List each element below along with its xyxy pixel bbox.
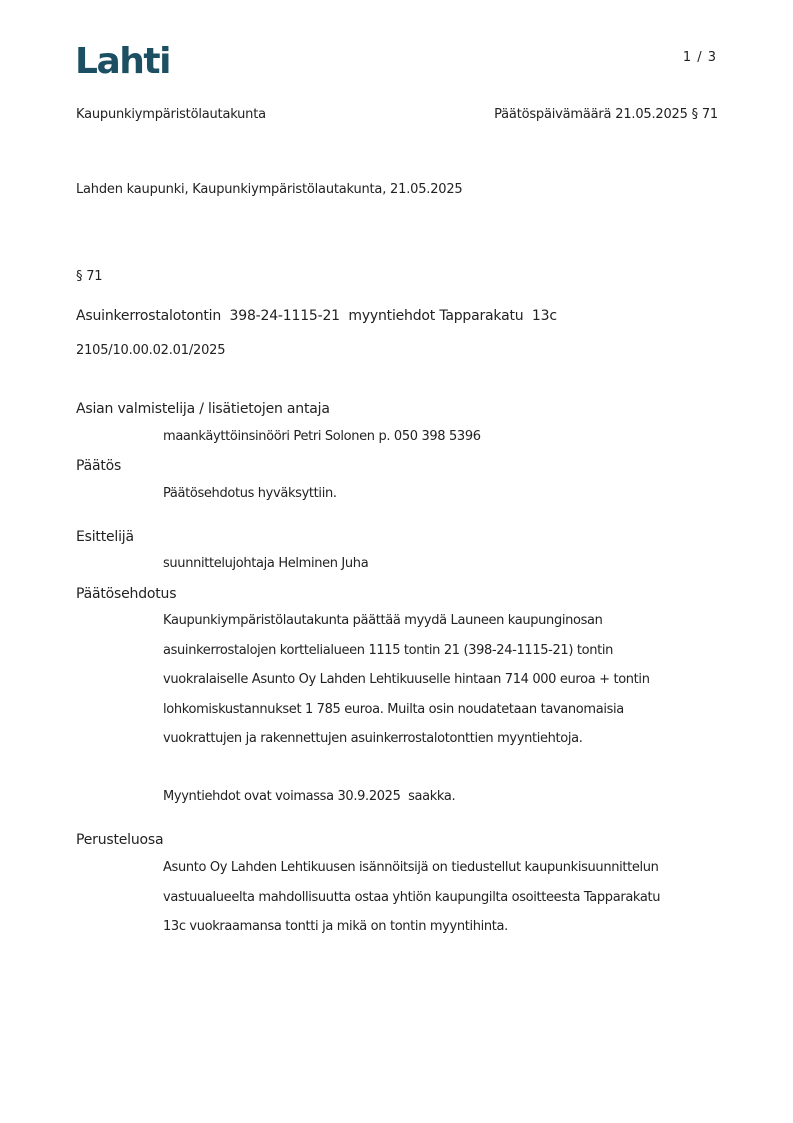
presenter-text: suunnittelujohtaja Helminen Juha [163, 556, 369, 571]
proposal-line: vuokralaiselle Asunto Oy Lahden Lehtikuuselle hintaan 714 000 euroa + tontin [163, 672, 650, 687]
proposal-heading: Päätösehdotus [76, 586, 177, 602]
rationale-line: vastuualueelta mahdollisuutta ostaa yhtiön kaupungilta osoitteesta Tapparakatu [163, 889, 661, 905]
rationale-line: 13c vuokraamansa tontti ja mikä on tontin myyntihinta. [163, 919, 508, 934]
decision-heading: Päätös [76, 458, 122, 474]
meeting-line: Lahden kaupunki, Kaupunkiympäristölautakunta, 21.05.2025 [76, 182, 463, 197]
proposal-line: lohkomiskustannukset 1 785 euroa. Muilta osin noudatetaan tavanomaisia [163, 701, 624, 717]
preparer-heading: Asian valmistelija / lisätietojen antaja [76, 401, 330, 417]
proposal-validity: Myyntiehdot ovat voimassa 30.9.2025 saakka. [163, 789, 456, 804]
decision-date: Päätöspäivämäärä 21.05.2025 § 71 [494, 107, 718, 122]
rationale-paragraph [163, 853, 723, 942]
section-number: § 71 [76, 269, 103, 284]
proposal-paragraph [163, 606, 723, 754]
decision-text: Päätösehdotus hyväksyttiin. [163, 486, 337, 501]
presenter-heading: Esittelijä [76, 529, 134, 545]
preparer-text: maankäyttöinsinööri Petri Solonen p. 050 398 5396 [163, 429, 481, 444]
proposal-line: Kaupunkiympäristölautakunta päättää myydä Launeen kaupunginosan [163, 613, 603, 628]
lahti-logo: Lahti [75, 41, 170, 82]
record-id: 2105/10.00.02.01/2025 [76, 343, 226, 358]
document-title: Asuinkerrostalotontin 398-24-1115-21 myyntiehdot Tapparakatu 13c [76, 308, 557, 324]
proposal-line: asuinkerrostalojen korttelialueen 1115 tontin 21 (398-24-1115-21) tontin [163, 642, 613, 658]
committee-name: Kaupunkiympäristölautakunta [76, 107, 266, 122]
proposal-line: vuokrattujen ja rakennettujen asuinkerrostalotonttien myyntiehtoja. [163, 731, 583, 746]
page-number: 1 / 3 [682, 50, 717, 65]
rationale-heading: Perusteluosa [76, 832, 164, 848]
rationale-line: Asunto Oy Lahden Lehtikuusen isännöitsijä on tiedustellut kaupunkisuunnittelun [163, 860, 659, 875]
